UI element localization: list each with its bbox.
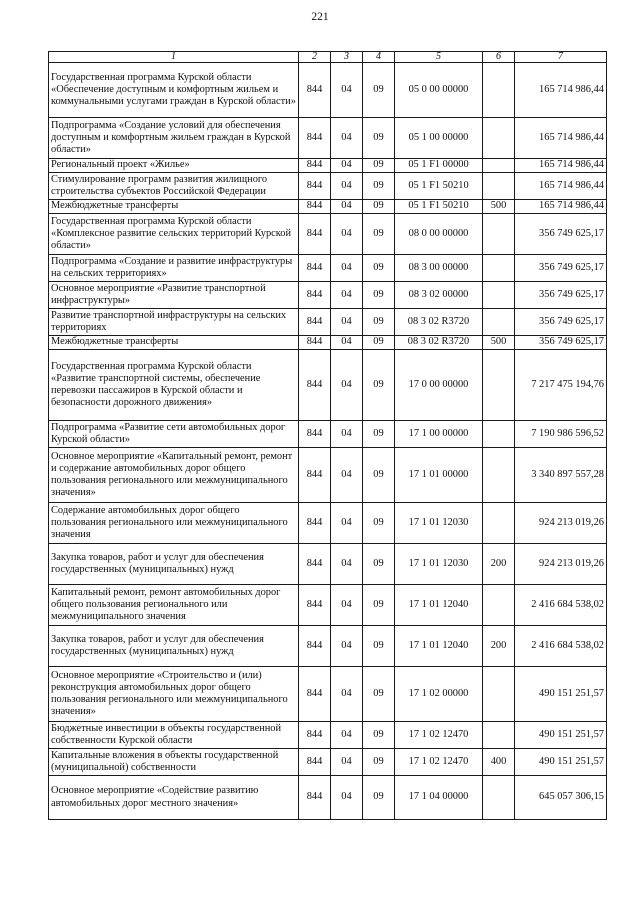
subsection-code: 09 bbox=[363, 309, 395, 336]
row-amount: 645 057 306,15 bbox=[515, 776, 607, 820]
subsection-code: 09 bbox=[363, 421, 395, 448]
row-name: Содержание автомобильных дорог общего пользования регионального или межмуниципального значения bbox=[49, 503, 299, 544]
row-amount: 490 151 251,57 bbox=[515, 667, 607, 722]
target-article: 08 3 02 R3720 bbox=[395, 336, 483, 350]
target-article: 05 0 00 00000 bbox=[395, 63, 483, 118]
row-amount: 165 714 986,44 bbox=[515, 200, 607, 214]
subsection-code: 09 bbox=[363, 503, 395, 544]
expense-type bbox=[483, 159, 515, 173]
table-row bbox=[49, 544, 607, 585]
expense-type bbox=[483, 173, 515, 200]
column-number: 2 bbox=[299, 52, 331, 63]
ministry-code: 844 bbox=[299, 544, 331, 585]
table-row bbox=[49, 667, 607, 722]
expense-type bbox=[483, 722, 515, 749]
row-name: Подпрограмма «Развитие сети автомобильных дорог Курской области» bbox=[49, 421, 299, 448]
column-number: 3 bbox=[331, 52, 363, 63]
row-amount: 356 749 625,17 bbox=[515, 282, 607, 309]
row-name: Основное мероприятие «Содействие развитию автомобильных дорог местного значения» bbox=[49, 776, 299, 820]
row-amount: 490 151 251,57 bbox=[515, 749, 607, 776]
column-number: 1 bbox=[49, 52, 299, 63]
subsection-code: 09 bbox=[363, 63, 395, 118]
row-amount: 165 714 986,44 bbox=[515, 173, 607, 200]
ministry-code: 844 bbox=[299, 63, 331, 118]
subsection-code: 09 bbox=[363, 255, 395, 282]
column-number: 6 bbox=[483, 52, 515, 63]
ministry-code: 844 bbox=[299, 585, 331, 626]
target-article: 17 1 01 12030 bbox=[395, 544, 483, 585]
row-name: Капитальный ремонт, ремонт автомобильных дорог общего пользования регионального или межмуниципального значения bbox=[49, 585, 299, 626]
ministry-code: 844 bbox=[299, 448, 331, 503]
ministry-code: 844 bbox=[299, 722, 331, 749]
section-code: 04 bbox=[331, 309, 363, 336]
target-article: 08 0 00 00000 bbox=[395, 214, 483, 255]
row-name: Межбюджетные трансферты bbox=[49, 336, 299, 350]
subsection-code: 09 bbox=[363, 448, 395, 503]
row-name: Закупка товаров, работ и услуг для обеспечения государственных (муниципальных) нужд bbox=[49, 626, 299, 667]
row-amount: 165 714 986,44 bbox=[515, 63, 607, 118]
table-row bbox=[49, 350, 607, 421]
row-name: Государственная программа Курской области «Развитие транспортной системы, обеспечение перевозки пассажиров в Курской области и безопасности дорожного движения» bbox=[49, 350, 299, 421]
table-row bbox=[49, 776, 607, 820]
ministry-code: 844 bbox=[299, 173, 331, 200]
expense-type bbox=[483, 255, 515, 282]
table-row bbox=[49, 200, 607, 214]
subsection-code: 09 bbox=[363, 626, 395, 667]
row-amount: 490 151 251,57 bbox=[515, 722, 607, 749]
ministry-code: 844 bbox=[299, 421, 331, 448]
row-amount: 2 416 684 538,02 bbox=[515, 626, 607, 667]
table-row bbox=[49, 214, 607, 255]
row-name: Развитие транспортной инфраструктуры на сельских территориях bbox=[49, 309, 299, 336]
target-article: 08 3 00 00000 bbox=[395, 255, 483, 282]
row-name: Закупка товаров, работ и услуг для обеспечения государственных (муниципальных) нужд bbox=[49, 544, 299, 585]
column-number-row bbox=[49, 52, 607, 63]
row-amount: 356 749 625,17 bbox=[515, 309, 607, 336]
target-article: 05 1 00 00000 bbox=[395, 118, 483, 159]
expense-type bbox=[483, 585, 515, 626]
section-code: 04 bbox=[331, 118, 363, 159]
subsection-code: 09 bbox=[363, 722, 395, 749]
ministry-code: 844 bbox=[299, 282, 331, 309]
section-code: 04 bbox=[331, 200, 363, 214]
table-row bbox=[49, 309, 607, 336]
row-amount: 165 714 986,44 bbox=[515, 118, 607, 159]
expense-type: 500 bbox=[483, 336, 515, 350]
row-amount: 356 749 625,17 bbox=[515, 214, 607, 255]
section-code: 04 bbox=[331, 63, 363, 118]
expense-type bbox=[483, 282, 515, 309]
subsection-code: 09 bbox=[363, 159, 395, 173]
table-row bbox=[49, 585, 607, 626]
ministry-code: 844 bbox=[299, 350, 331, 421]
subsection-code: 09 bbox=[363, 282, 395, 309]
budget-table bbox=[48, 51, 607, 820]
ministry-code: 844 bbox=[299, 503, 331, 544]
table-row bbox=[49, 159, 607, 173]
ministry-code: 844 bbox=[299, 776, 331, 820]
target-article: 17 1 01 00000 bbox=[395, 448, 483, 503]
target-article: 05 1 F1 00000 bbox=[395, 159, 483, 173]
row-name: Основное мероприятие «Капитальный ремонт, ремонт и содержание автомобильных дорог общего пользования регионального или межмуниципального значения» bbox=[49, 448, 299, 503]
table-row bbox=[49, 118, 607, 159]
section-code: 04 bbox=[331, 585, 363, 626]
expense-type bbox=[483, 448, 515, 503]
row-name: Стимулирование программ развития жилищного строительства субъектов Российской Федерации bbox=[49, 173, 299, 200]
page-number: 221 bbox=[311, 11, 329, 23]
subsection-code: 09 bbox=[363, 336, 395, 350]
expense-type: 200 bbox=[483, 626, 515, 667]
target-article: 05 1 F1 50210 bbox=[395, 173, 483, 200]
ministry-code: 844 bbox=[299, 214, 331, 255]
subsection-code: 09 bbox=[363, 200, 395, 214]
subsection-code: 09 bbox=[363, 749, 395, 776]
row-name: Подпрограмма «Создание условий для обеспечения доступным и комфортным жильем граждан в Курской области» bbox=[49, 118, 299, 159]
expense-type: 500 bbox=[483, 200, 515, 214]
target-article: 17 1 02 12470 bbox=[395, 722, 483, 749]
table-row bbox=[49, 448, 607, 503]
section-code: 04 bbox=[331, 667, 363, 722]
row-name: Государственная программа Курской области «Комплексное развитие сельских территорий Курской области» bbox=[49, 214, 299, 255]
row-amount: 356 749 625,17 bbox=[515, 255, 607, 282]
subsection-code: 09 bbox=[363, 118, 395, 159]
row-amount: 2 416 684 538,02 bbox=[515, 585, 607, 626]
row-amount: 7 217 475 194,76 bbox=[515, 350, 607, 421]
ministry-code: 844 bbox=[299, 667, 331, 722]
column-number: 5 bbox=[395, 52, 483, 63]
section-code: 04 bbox=[331, 722, 363, 749]
column-number: 4 bbox=[363, 52, 395, 63]
ministry-code: 844 bbox=[299, 200, 331, 214]
row-amount: 924 213 019,26 bbox=[515, 544, 607, 585]
column-number: 7 bbox=[515, 52, 607, 63]
section-code: 04 bbox=[331, 503, 363, 544]
target-article: 17 1 01 12040 bbox=[395, 626, 483, 667]
table-row bbox=[49, 63, 607, 118]
section-code: 04 bbox=[331, 214, 363, 255]
expense-type bbox=[483, 350, 515, 421]
target-article: 17 1 02 00000 bbox=[395, 667, 483, 722]
expense-type bbox=[483, 776, 515, 820]
row-amount: 3 340 897 557,28 bbox=[515, 448, 607, 503]
ministry-code: 844 bbox=[299, 309, 331, 336]
row-amount: 7 190 986 596,52 bbox=[515, 421, 607, 448]
subsection-code: 09 bbox=[363, 350, 395, 421]
row-name: Основное мероприятие «Развитие транспортной инфраструктуры» bbox=[49, 282, 299, 309]
row-amount: 165 714 986,44 bbox=[515, 159, 607, 173]
target-article: 08 3 02 00000 bbox=[395, 282, 483, 309]
target-article: 08 3 02 R3720 bbox=[395, 309, 483, 336]
row-name: Государственная программа Курской области «Обеспечение доступным и комфортным жильем и коммунальными услугами граждан в Курской области» bbox=[49, 63, 299, 118]
subsection-code: 09 bbox=[363, 544, 395, 585]
subsection-code: 09 bbox=[363, 173, 395, 200]
table-row bbox=[49, 282, 607, 309]
table-row bbox=[49, 749, 607, 776]
table-row bbox=[49, 626, 607, 667]
expense-type bbox=[483, 63, 515, 118]
section-code: 04 bbox=[331, 749, 363, 776]
expense-type bbox=[483, 118, 515, 159]
subsection-code: 09 bbox=[363, 776, 395, 820]
subsection-code: 09 bbox=[363, 667, 395, 722]
target-article: 17 1 01 12030 bbox=[395, 503, 483, 544]
subsection-code: 09 bbox=[363, 585, 395, 626]
expense-type bbox=[483, 421, 515, 448]
row-name: Капитальные вложения в объекты государственной (муниципальной) собственности bbox=[49, 749, 299, 776]
section-code: 04 bbox=[331, 282, 363, 309]
target-article: 17 1 00 00000 bbox=[395, 421, 483, 448]
ministry-code: 844 bbox=[299, 255, 331, 282]
table-row bbox=[49, 503, 607, 544]
ministry-code: 844 bbox=[299, 159, 331, 173]
table-row bbox=[49, 255, 607, 282]
row-name: Региональный проект «Жилье» bbox=[49, 159, 299, 173]
section-code: 04 bbox=[331, 544, 363, 585]
section-code: 04 bbox=[331, 776, 363, 820]
row-name: Бюджетные инвестиции в объекты государственной собственности Курской области bbox=[49, 722, 299, 749]
target-article: 17 1 04 00000 bbox=[395, 776, 483, 820]
subsection-code: 09 bbox=[363, 214, 395, 255]
section-code: 04 bbox=[331, 421, 363, 448]
ministry-code: 844 bbox=[299, 118, 331, 159]
row-amount: 356 749 625,17 bbox=[515, 336, 607, 350]
table-row bbox=[49, 173, 607, 200]
target-article: 17 1 01 12040 bbox=[395, 585, 483, 626]
section-code: 04 bbox=[331, 448, 363, 503]
section-code: 04 bbox=[331, 255, 363, 282]
table-row bbox=[49, 722, 607, 749]
row-name: Межбюджетные трансферты bbox=[49, 200, 299, 214]
row-name: Основное мероприятие «Строительство и (или) реконструкция автомобильных дорог общего пользования регионального или межмуниципального значения» bbox=[49, 667, 299, 722]
ministry-code: 844 bbox=[299, 626, 331, 667]
expense-type: 200 bbox=[483, 544, 515, 585]
section-code: 04 bbox=[331, 159, 363, 173]
expense-type bbox=[483, 667, 515, 722]
target-article: 05 1 F1 50210 bbox=[395, 200, 483, 214]
table-row bbox=[49, 421, 607, 448]
expense-type bbox=[483, 309, 515, 336]
target-article: 17 1 02 12470 bbox=[395, 749, 483, 776]
section-code: 04 bbox=[331, 336, 363, 350]
section-code: 04 bbox=[331, 350, 363, 421]
ministry-code: 844 bbox=[299, 749, 331, 776]
ministry-code: 844 bbox=[299, 336, 331, 350]
expense-type bbox=[483, 214, 515, 255]
section-code: 04 bbox=[331, 626, 363, 667]
expense-type: 400 bbox=[483, 749, 515, 776]
target-article: 17 0 00 00000 bbox=[395, 350, 483, 421]
row-amount: 924 213 019,26 bbox=[515, 503, 607, 544]
table-row bbox=[49, 336, 607, 350]
row-name: Подпрограмма «Создание и развитие инфраструктуры на сельских территориях» bbox=[49, 255, 299, 282]
expense-type bbox=[483, 503, 515, 544]
section-code: 04 bbox=[331, 173, 363, 200]
